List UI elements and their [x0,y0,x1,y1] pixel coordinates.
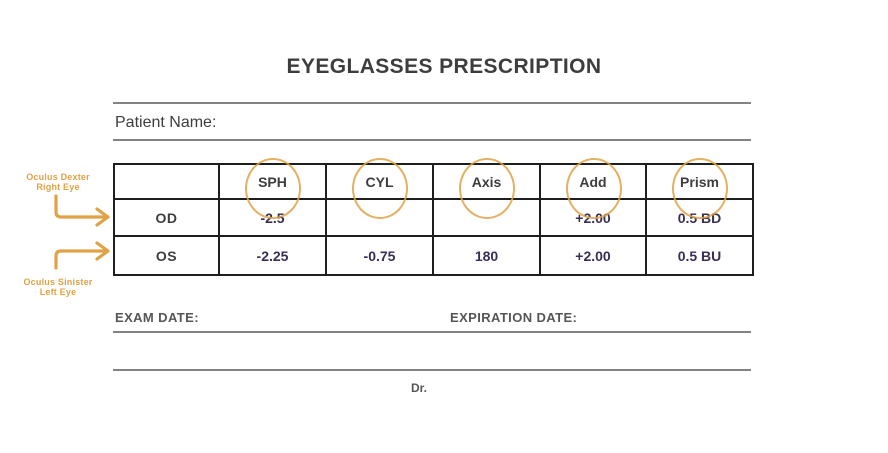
od-prism-cell: 0.5 BD [646,199,753,236]
col-header-cyl: CYL [326,164,433,199]
doctor-label: Dr. [410,381,427,395]
left-eye-annotation [7,277,109,297]
col-header-axis: Axis [433,164,540,199]
left-eye-arrow [56,251,104,268]
page-title: EYEGLASSES PRESCRIPTION [286,55,602,78]
os-prism-cell: 0.5 BU [646,236,753,275]
dates-line [113,331,751,333]
od-axis-cell [433,199,540,236]
col-header-add: Add [540,164,646,199]
patient-name-label: Patient Name: [115,114,217,131]
signature-line [113,369,751,371]
right-eye-annotation [7,172,109,192]
right-eye-arrow [56,196,104,217]
exam-date-label: EXAM DATE: [115,310,199,325]
prescription-table [113,163,754,276]
row-label-os: OS [114,236,219,275]
patient-name-line [113,139,751,141]
os-axis-cell: 180 [433,236,540,275]
od-sph-cell: -2.5 [219,199,326,236]
table-row-os [114,236,753,275]
right-eye-annotation-line2: Right Eye [36,182,80,192]
table-row-od [114,199,753,236]
col-header-sph: SPH [219,164,326,199]
right-eye-annotation-line1: Oculus Dexter [26,172,90,182]
left-eye-annotation-line1: Oculus Sinister [23,277,93,287]
os-add-cell: +2.00 [540,236,646,275]
col-header-prism: Prism [646,164,753,199]
corner-cell [114,164,219,199]
left-eye-arrowhead [97,243,108,259]
divider-top [113,102,751,104]
right-eye-arrowhead [97,209,108,225]
os-sph-cell: -2.25 [219,236,326,275]
expiration-date-label: EXPIRATION DATE: [450,310,578,325]
od-add-cell: +2.00 [540,199,646,236]
os-cyl-cell: -0.75 [326,236,433,275]
table-header-row [114,164,753,199]
left-eye-annotation-line2: Left Eye [39,287,77,297]
od-cyl-cell [326,199,433,236]
row-label-od: OD [114,199,219,236]
